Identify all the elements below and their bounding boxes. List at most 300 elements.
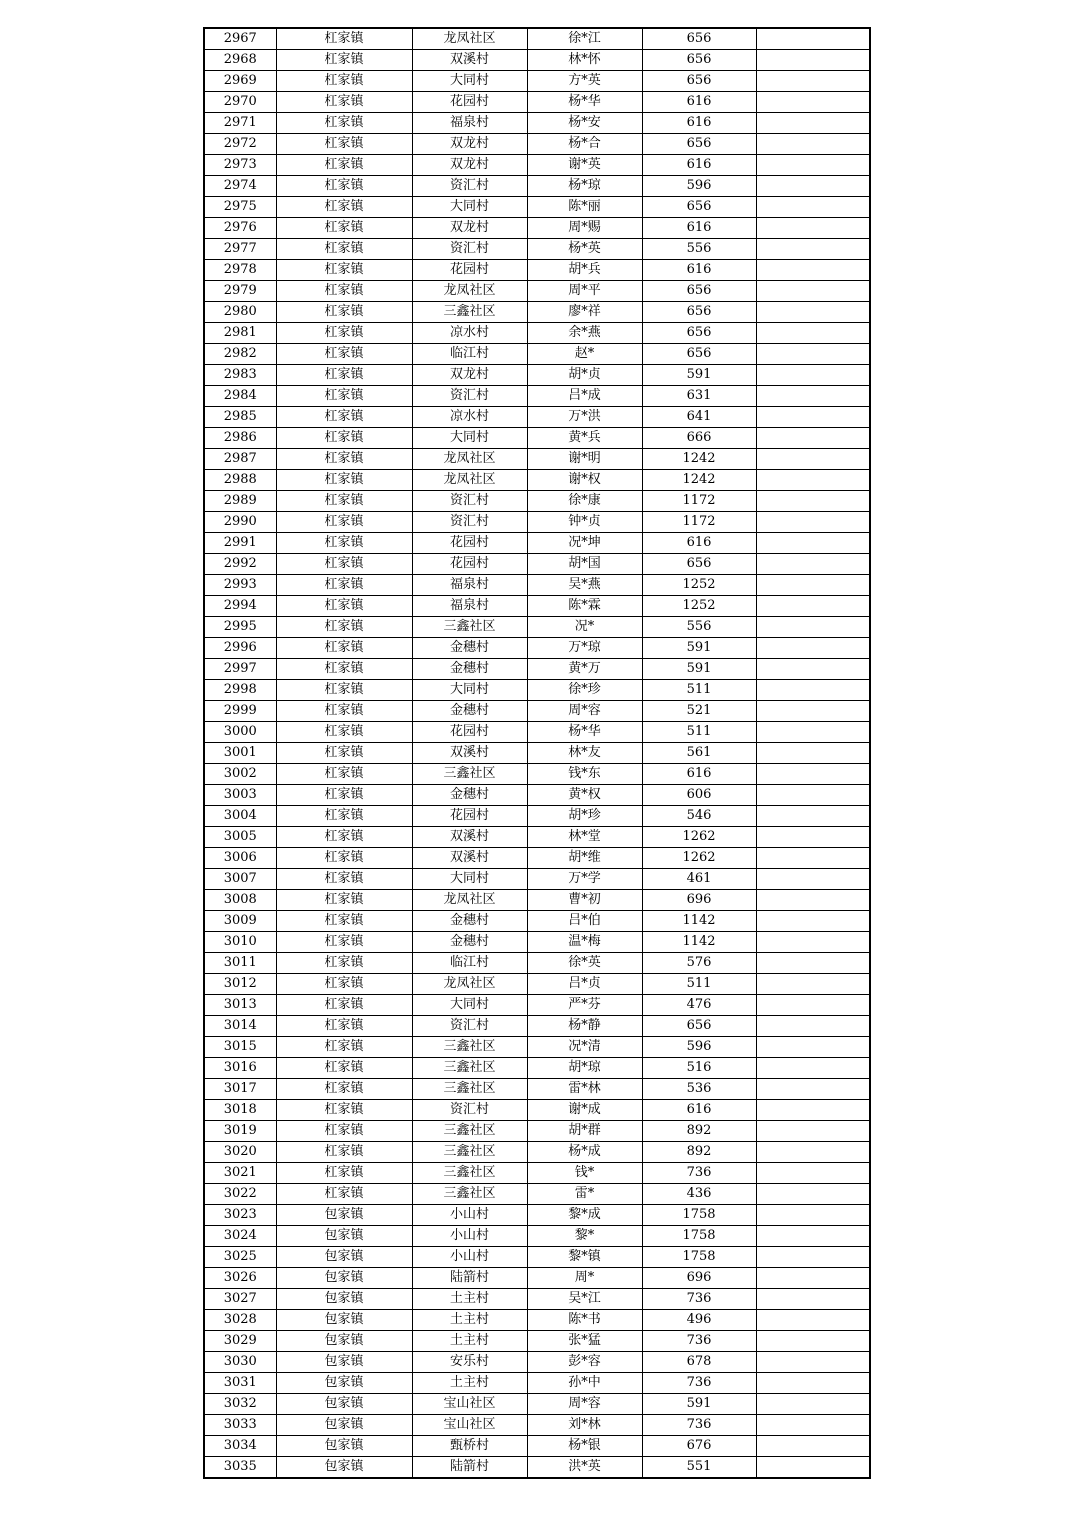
amount-cell: 1172 — [642, 512, 756, 533]
serial-number-cell: 3018 — [204, 1100, 276, 1121]
village-cell: 小山村 — [412, 1226, 527, 1247]
serial-number-cell: 3022 — [204, 1184, 276, 1205]
table-row — [204, 659, 870, 680]
village-cell: 资汇村 — [412, 512, 527, 533]
serial-number-cell: 2976 — [204, 218, 276, 239]
town-cell: 杠家镇 — [276, 890, 412, 911]
village-cell: 临江村 — [412, 344, 527, 365]
serial-number-cell: 2994 — [204, 596, 276, 617]
serial-number-cell: 3011 — [204, 953, 276, 974]
name-cell: 林*怀 — [527, 50, 642, 71]
village-cell: 资汇村 — [412, 491, 527, 512]
name-cell: 万*琼 — [527, 638, 642, 659]
table-row — [204, 827, 870, 848]
table-row — [204, 869, 870, 890]
town-cell: 杠家镇 — [276, 575, 412, 596]
name-cell: 刘*林 — [527, 1415, 642, 1436]
name-cell: 吴*江 — [527, 1289, 642, 1310]
name-cell: 徐*珍 — [527, 680, 642, 701]
village-cell: 大同村 — [412, 680, 527, 701]
serial-number-cell: 3007 — [204, 869, 276, 890]
village-cell: 大同村 — [412, 71, 527, 92]
amount-cell: 511 — [642, 680, 756, 701]
town-cell: 包家镇 — [276, 1268, 412, 1289]
amount-cell: 736 — [642, 1289, 756, 1310]
table-row — [204, 722, 870, 743]
village-cell: 双溪村 — [412, 827, 527, 848]
amount-cell: 656 — [642, 197, 756, 218]
remark-cell — [756, 323, 870, 344]
table-row — [204, 1226, 870, 1247]
town-cell: 包家镇 — [276, 1247, 412, 1268]
name-cell: 胡*贞 — [527, 365, 642, 386]
village-cell: 大同村 — [412, 869, 527, 890]
serial-number-cell: 2995 — [204, 617, 276, 638]
town-cell: 杠家镇 — [276, 386, 412, 407]
amount-cell: 1758 — [642, 1247, 756, 1268]
serial-number-cell: 3030 — [204, 1352, 276, 1373]
village-cell: 三鑫社区 — [412, 1058, 527, 1079]
village-cell: 资汇村 — [412, 386, 527, 407]
table-row — [204, 407, 870, 428]
village-cell: 小山村 — [412, 1247, 527, 1268]
amount-cell: 678 — [642, 1352, 756, 1373]
village-cell: 双龙村 — [412, 218, 527, 239]
serial-number-cell: 3003 — [204, 785, 276, 806]
table-row — [204, 50, 870, 71]
serial-number-cell: 3001 — [204, 743, 276, 764]
remark-cell — [756, 344, 870, 365]
table-row — [204, 533, 870, 554]
amount-cell: 666 — [642, 428, 756, 449]
table-row — [204, 176, 870, 197]
village-cell: 大同村 — [412, 197, 527, 218]
amount-cell: 551 — [642, 1457, 756, 1479]
remark-cell — [756, 1268, 870, 1289]
remark-cell — [756, 764, 870, 785]
amount-cell: 606 — [642, 785, 756, 806]
table-row — [204, 386, 870, 407]
name-cell: 洪*英 — [527, 1457, 642, 1479]
table-row — [204, 848, 870, 869]
amount-cell: 1262 — [642, 827, 756, 848]
amount-cell: 1142 — [642, 932, 756, 953]
village-cell: 三鑫社区 — [412, 1037, 527, 1058]
remark-cell — [756, 218, 870, 239]
amount-cell: 656 — [642, 50, 756, 71]
remark-cell — [756, 638, 870, 659]
town-cell: 杠家镇 — [276, 1100, 412, 1121]
village-cell: 凉水村 — [412, 407, 527, 428]
name-cell: 吕*伯 — [527, 911, 642, 932]
village-cell: 福泉村 — [412, 596, 527, 617]
table-row — [204, 491, 870, 512]
town-cell: 杠家镇 — [276, 617, 412, 638]
name-cell: 林*友 — [527, 743, 642, 764]
name-cell: 黄*权 — [527, 785, 642, 806]
remark-cell — [756, 596, 870, 617]
remark-cell — [756, 1079, 870, 1100]
amount-cell: 641 — [642, 407, 756, 428]
remark-cell — [756, 932, 870, 953]
village-cell: 土主村 — [412, 1289, 527, 1310]
name-cell: 谢*权 — [527, 470, 642, 491]
remark-cell — [756, 1163, 870, 1184]
village-cell: 土主村 — [412, 1310, 527, 1331]
remark-cell — [756, 92, 870, 113]
serial-number-cell: 2986 — [204, 428, 276, 449]
name-cell: 况*清 — [527, 1037, 642, 1058]
amount-cell: 616 — [642, 218, 756, 239]
serial-number-cell: 2975 — [204, 197, 276, 218]
name-cell: 杨*华 — [527, 722, 642, 743]
table-row — [204, 806, 870, 827]
remark-cell — [756, 953, 870, 974]
table-row — [204, 638, 870, 659]
table-row — [204, 449, 870, 470]
remark-cell — [756, 1100, 870, 1121]
name-cell: 胡*群 — [527, 1121, 642, 1142]
table-row — [204, 1037, 870, 1058]
amount-cell: 736 — [642, 1415, 756, 1436]
table-row — [204, 1436, 870, 1457]
serial-number-cell: 3025 — [204, 1247, 276, 1268]
serial-number-cell: 3035 — [204, 1457, 276, 1479]
name-cell: 彭*容 — [527, 1352, 642, 1373]
table-row — [204, 428, 870, 449]
town-cell: 杠家镇 — [276, 974, 412, 995]
serial-number-cell: 3002 — [204, 764, 276, 785]
name-cell: 周*赐 — [527, 218, 642, 239]
village-cell: 福泉村 — [412, 575, 527, 596]
remark-cell — [756, 680, 870, 701]
village-cell: 资汇村 — [412, 1100, 527, 1121]
amount-cell: 656 — [642, 1016, 756, 1037]
serial-number-cell: 2972 — [204, 134, 276, 155]
name-cell: 万*学 — [527, 869, 642, 890]
amount-cell: 561 — [642, 743, 756, 764]
remark-cell — [756, 1016, 870, 1037]
table-row — [204, 911, 870, 932]
serial-number-cell: 2998 — [204, 680, 276, 701]
remark-cell — [756, 197, 870, 218]
table-row — [204, 323, 870, 344]
serial-number-cell: 3000 — [204, 722, 276, 743]
serial-number-cell: 3026 — [204, 1268, 276, 1289]
remark-cell — [756, 155, 870, 176]
amount-cell: 536 — [642, 1079, 756, 1100]
amount-cell: 736 — [642, 1331, 756, 1352]
town-cell: 杠家镇 — [276, 596, 412, 617]
remark-cell — [756, 1289, 870, 1310]
name-cell: 周*容 — [527, 1394, 642, 1415]
village-cell: 甄桥村 — [412, 1436, 527, 1457]
serial-number-cell: 3023 — [204, 1205, 276, 1226]
name-cell: 方*英 — [527, 71, 642, 92]
name-cell: 胡*兵 — [527, 260, 642, 281]
name-cell: 周*平 — [527, 281, 642, 302]
remark-cell — [756, 386, 870, 407]
amount-cell: 616 — [642, 764, 756, 785]
name-cell: 钱* — [527, 1163, 642, 1184]
name-cell: 胡*琼 — [527, 1058, 642, 1079]
serial-number-cell: 3009 — [204, 911, 276, 932]
name-cell: 吕*贞 — [527, 974, 642, 995]
village-cell: 三鑫社区 — [412, 1184, 527, 1205]
village-cell: 龙凤社区 — [412, 974, 527, 995]
serial-number-cell: 3014 — [204, 1016, 276, 1037]
amount-cell: 616 — [642, 155, 756, 176]
amount-cell: 736 — [642, 1373, 756, 1394]
table-row — [204, 554, 870, 575]
table-row — [204, 71, 870, 92]
village-cell: 三鑫社区 — [412, 1121, 527, 1142]
serial-number-cell: 2984 — [204, 386, 276, 407]
serial-number-cell: 2988 — [204, 470, 276, 491]
name-cell: 胡*珍 — [527, 806, 642, 827]
village-cell: 三鑫社区 — [412, 617, 527, 638]
village-cell: 金穗村 — [412, 638, 527, 659]
village-cell: 三鑫社区 — [412, 1163, 527, 1184]
town-cell: 包家镇 — [276, 1436, 412, 1457]
amount-cell: 591 — [642, 638, 756, 659]
village-cell: 资汇村 — [412, 1016, 527, 1037]
remark-cell — [756, 848, 870, 869]
name-cell: 杨*琼 — [527, 176, 642, 197]
remark-cell — [756, 554, 870, 575]
name-cell: 杨*静 — [527, 1016, 642, 1037]
remark-cell — [756, 491, 870, 512]
serial-number-cell: 3024 — [204, 1226, 276, 1247]
amount-cell: 892 — [642, 1121, 756, 1142]
village-cell: 金穗村 — [412, 911, 527, 932]
village-cell: 龙凤社区 — [412, 890, 527, 911]
village-cell: 三鑫社区 — [412, 1079, 527, 1100]
amount-cell: 511 — [642, 722, 756, 743]
amount-cell: 696 — [642, 1268, 756, 1289]
village-cell: 双溪村 — [412, 848, 527, 869]
village-cell: 龙凤社区 — [412, 449, 527, 470]
town-cell: 包家镇 — [276, 1289, 412, 1310]
name-cell: 杨*英 — [527, 239, 642, 260]
town-cell: 杠家镇 — [276, 1058, 412, 1079]
table-row — [204, 764, 870, 785]
serial-number-cell: 2977 — [204, 239, 276, 260]
town-cell: 杠家镇 — [276, 281, 412, 302]
table-row — [204, 1205, 870, 1226]
amount-cell: 1242 — [642, 470, 756, 491]
name-cell: 黎* — [527, 1226, 642, 1247]
remark-cell — [756, 533, 870, 554]
name-cell: 张*猛 — [527, 1331, 642, 1352]
amount-cell: 616 — [642, 533, 756, 554]
town-cell: 杠家镇 — [276, 113, 412, 134]
amount-cell: 461 — [642, 869, 756, 890]
amount-cell: 516 — [642, 1058, 756, 1079]
table-row — [204, 1184, 870, 1205]
name-cell: 黄*万 — [527, 659, 642, 680]
name-cell: 黄*兵 — [527, 428, 642, 449]
name-cell: 周* — [527, 1268, 642, 1289]
remark-cell — [756, 995, 870, 1016]
amount-cell: 892 — [642, 1142, 756, 1163]
name-cell: 吕*成 — [527, 386, 642, 407]
town-cell: 杠家镇 — [276, 71, 412, 92]
amount-cell: 656 — [642, 323, 756, 344]
table-row — [204, 701, 870, 722]
table-row — [204, 680, 870, 701]
town-cell: 包家镇 — [276, 1352, 412, 1373]
town-cell: 杠家镇 — [276, 659, 412, 680]
table-row — [204, 134, 870, 155]
town-cell: 杠家镇 — [276, 911, 412, 932]
remark-cell — [756, 827, 870, 848]
amount-cell: 556 — [642, 617, 756, 638]
serial-number-cell: 2989 — [204, 491, 276, 512]
remark-cell — [756, 890, 870, 911]
serial-number-cell: 2981 — [204, 323, 276, 344]
serial-number-cell: 3027 — [204, 1289, 276, 1310]
serial-number-cell: 2997 — [204, 659, 276, 680]
village-cell: 金穗村 — [412, 701, 527, 722]
remark-cell — [756, 1352, 870, 1373]
amount-cell: 656 — [642, 344, 756, 365]
table-row — [204, 92, 870, 113]
table-row — [204, 239, 870, 260]
amount-cell: 1172 — [642, 491, 756, 512]
name-cell: 杨*成 — [527, 1142, 642, 1163]
town-cell: 杠家镇 — [276, 1142, 412, 1163]
town-cell: 杠家镇 — [276, 680, 412, 701]
remark-cell — [756, 722, 870, 743]
serial-number-cell: 2980 — [204, 302, 276, 323]
name-cell: 杨*华 — [527, 92, 642, 113]
village-cell: 小山村 — [412, 1205, 527, 1226]
town-cell: 杠家镇 — [276, 239, 412, 260]
town-cell: 杠家镇 — [276, 50, 412, 71]
town-cell: 杠家镇 — [276, 869, 412, 890]
serial-number-cell: 2987 — [204, 449, 276, 470]
name-cell: 徐*江 — [527, 28, 642, 50]
remark-cell — [756, 1310, 870, 1331]
amount-cell: 1758 — [642, 1226, 756, 1247]
table-row — [204, 932, 870, 953]
amount-cell: 656 — [642, 28, 756, 50]
name-cell: 杨*合 — [527, 134, 642, 155]
town-cell: 杠家镇 — [276, 848, 412, 869]
village-cell: 花园村 — [412, 260, 527, 281]
town-cell: 杠家镇 — [276, 806, 412, 827]
table-row — [204, 1100, 870, 1121]
remark-cell — [756, 785, 870, 806]
name-cell: 谢*成 — [527, 1100, 642, 1121]
amount-cell: 591 — [642, 365, 756, 386]
amount-cell: 596 — [642, 1037, 756, 1058]
table-row — [204, 1247, 870, 1268]
name-cell: 赵* — [527, 344, 642, 365]
serial-number-cell: 2969 — [204, 71, 276, 92]
remark-cell — [756, 911, 870, 932]
town-cell: 杠家镇 — [276, 1016, 412, 1037]
remark-cell — [756, 1037, 870, 1058]
serial-number-cell: 2991 — [204, 533, 276, 554]
name-cell: 况*坤 — [527, 533, 642, 554]
serial-number-cell: 2974 — [204, 176, 276, 197]
table-row — [204, 1310, 870, 1331]
name-cell: 钟*贞 — [527, 512, 642, 533]
table-row — [204, 365, 870, 386]
amount-cell: 616 — [642, 92, 756, 113]
table-row — [204, 1415, 870, 1436]
table-row — [204, 260, 870, 281]
amount-cell: 656 — [642, 554, 756, 575]
beneficiary-table — [203, 27, 871, 1479]
name-cell: 谢*明 — [527, 449, 642, 470]
remark-cell — [756, 281, 870, 302]
table-row — [204, 1352, 870, 1373]
serial-number-cell: 3005 — [204, 827, 276, 848]
table-row — [204, 575, 870, 596]
village-cell: 三鑫社区 — [412, 764, 527, 785]
serial-number-cell: 3008 — [204, 890, 276, 911]
table-row — [204, 218, 870, 239]
town-cell: 杠家镇 — [276, 134, 412, 155]
amount-cell: 546 — [642, 806, 756, 827]
table-row — [204, 1373, 870, 1394]
village-cell: 双龙村 — [412, 365, 527, 386]
serial-number-cell: 2993 — [204, 575, 276, 596]
name-cell: 雷*林 — [527, 1079, 642, 1100]
serial-number-cell: 3006 — [204, 848, 276, 869]
serial-number-cell: 3013 — [204, 995, 276, 1016]
name-cell: 徐*康 — [527, 491, 642, 512]
name-cell: 胡*国 — [527, 554, 642, 575]
remark-cell — [756, 260, 870, 281]
town-cell: 杠家镇 — [276, 470, 412, 491]
remark-cell — [756, 512, 870, 533]
village-cell: 土主村 — [412, 1373, 527, 1394]
amount-cell: 736 — [642, 1163, 756, 1184]
town-cell: 杠家镇 — [276, 92, 412, 113]
remark-cell — [756, 1331, 870, 1352]
town-cell: 杠家镇 — [276, 197, 412, 218]
town-cell: 杠家镇 — [276, 638, 412, 659]
remark-cell — [756, 176, 870, 197]
town-cell: 杠家镇 — [276, 932, 412, 953]
name-cell: 陈*书 — [527, 1310, 642, 1331]
village-cell: 大同村 — [412, 428, 527, 449]
town-cell: 包家镇 — [276, 1415, 412, 1436]
amount-cell: 521 — [642, 701, 756, 722]
name-cell: 陈*霖 — [527, 596, 642, 617]
serial-number-cell: 2999 — [204, 701, 276, 722]
town-cell: 杠家镇 — [276, 260, 412, 281]
serial-number-cell: 2979 — [204, 281, 276, 302]
remark-cell — [756, 28, 870, 50]
serial-number-cell: 3017 — [204, 1079, 276, 1100]
town-cell: 包家镇 — [276, 1373, 412, 1394]
amount-cell: 1252 — [642, 575, 756, 596]
village-cell: 福泉村 — [412, 113, 527, 134]
town-cell: 杠家镇 — [276, 995, 412, 1016]
remark-cell — [756, 407, 870, 428]
name-cell: 陈*丽 — [527, 197, 642, 218]
name-cell: 况* — [527, 617, 642, 638]
serial-number-cell: 2982 — [204, 344, 276, 365]
town-cell: 杠家镇 — [276, 302, 412, 323]
serial-number-cell: 3021 — [204, 1163, 276, 1184]
name-cell: 曹*初 — [527, 890, 642, 911]
